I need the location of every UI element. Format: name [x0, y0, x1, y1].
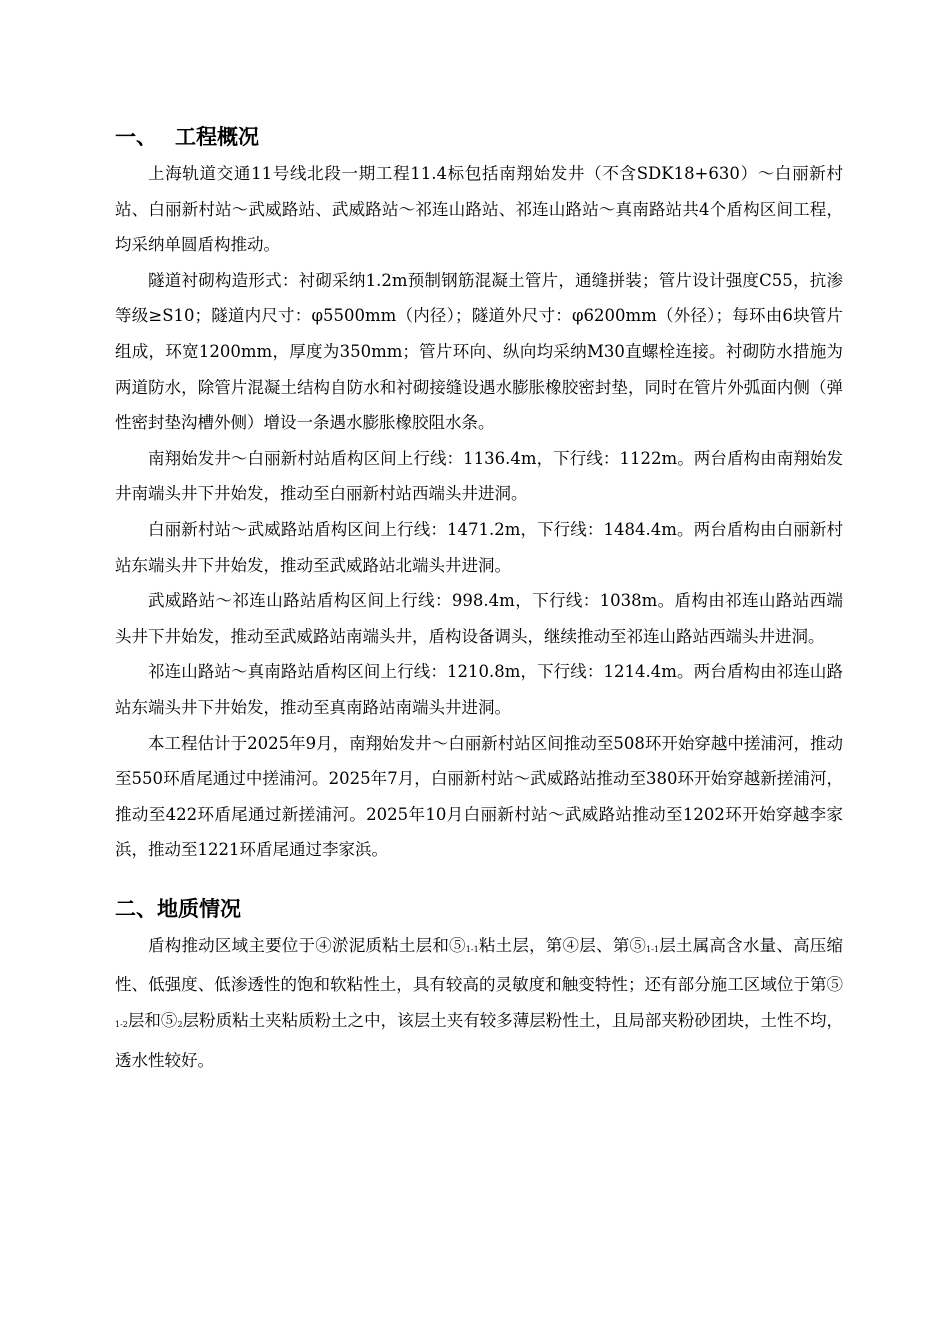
section-heading-geology — [115, 890, 843, 928]
paragraph-section-nanxiang-baili: 南翔始发井～白丽新村站盾构区间上行线：1136.4m，下行线：1122m。两台盾构由南翔始发井南端头井下井始发，推动至白丽新村站西端头井进洞。 — [115, 448, 843, 504]
geology-text: 粘土层，第④层、第⑤ — [478, 935, 647, 955]
geology-text: 层土属高含水量、高压缩性、低强度、低渗透性的饱和软粘性土，具有较高的灵敏度和触变特性；还有部分施工区域位于第⑤ — [115, 935, 844, 995]
paragraph-tunnel-lining: 隧道衬砌构造形式：衬砌采纳1.2m预制钢筋混凝土管片，通缝拼装；管片设计强度C55，抗渗等级≥S10；隧道内尺寸：φ5500mm（内径）；隧道外尺寸：φ6200mm（外径）；每环由6块管片组成，环宽1200mm，厚度为350mm；管片环向、纵向均采纳M30直螺栓连接。衬砌防水措施为两道防水，除管片混凝土结构自防水和衬砌接缝设遇水膨胀橡胶密封垫，同时在管片外弧面内侧（弹性密封垫沟槽外侧）增设一条遇水膨胀橡胶阻水条。 — [115, 270, 843, 433]
paragraph-section-qilianshan-zhennan: 祁连山路站～真南路站盾构区间上行线：1210.8m，下行线：1214.4m。两台盾构由祁连山路站东端头井下井始发，推动至真南路站南端头井进洞。 — [115, 662, 843, 717]
paragraph-project-scope: 上海轨道交通11号线北段一期工程11.4标包括南翔始发井（不含SDK18+630）～白丽新村站、白丽新村站～武威路站、武威路站～祁连山路站、祁连山路站～真南路站共4个盾构区间工程，均采纳单圆盾构推动。 — [115, 164, 843, 255]
section-spacer — [115, 868, 843, 890]
layer-subscript: 1-1 — [465, 944, 479, 954]
section-number: 一、 — [115, 125, 157, 149]
document-page — [115, 118, 843, 1078]
section-heading-overview — [115, 118, 843, 156]
section-title: 地质情况 — [157, 896, 241, 921]
geology-text: 盾构推动区域主要位于④淤泥质粘土层和⑤ — [148, 935, 466, 955]
paragraph-schedule: 本工程估计于2025年9月，南翔始发井～白丽新村站区间推动至508环开始穿越中搓浦河，推动至550环盾尾通过中搓浦河。2025年7月，白丽新村站～武威路站推动至380环开始穿越新搓浦河，推动至422环盾尾通过新搓浦河。2025年10月白丽新村站～武威路站推动至1202环开始穿越李家浜，推动至1221环盾尾通过李家浜。 — [115, 733, 843, 860]
section-number: 二、 — [115, 896, 157, 921]
paragraph-section-baili-wuwei: 白丽新村站～武威路站盾构区间上行线：1471.2m，下行线：1484.4m。两台盾构由白丽新村站东端头井下井始发，推动至武威路站北端头井进洞。 — [115, 519, 843, 575]
layer-subscript: 1-1 — [646, 944, 660, 954]
paragraph-section-wuwei-qilianshan: 武威路站～祁连山路站盾构区间上行线：998.4m，下行线：1038m。盾构由祁连山路站西端头井下井始发，推动至武威路站南端头井，盾构设备调头，继续推动至祁连山路站西端头井进洞。 — [115, 591, 843, 646]
section-title: 工程概况 — [175, 125, 259, 149]
geology-text: 层粉质粘土夹粘质粉土之中，该层土夹有较多薄层粉性土，且局部夹粉砂团块，土性不均，透水性较好。 — [115, 1011, 843, 1070]
layer-subscript: 1-2 — [115, 1020, 128, 1030]
layer-subscript: 2 — [177, 1020, 183, 1030]
paragraph-geology — [115, 928, 843, 1078]
geology-text: 层和⑤ — [127, 1011, 178, 1031]
